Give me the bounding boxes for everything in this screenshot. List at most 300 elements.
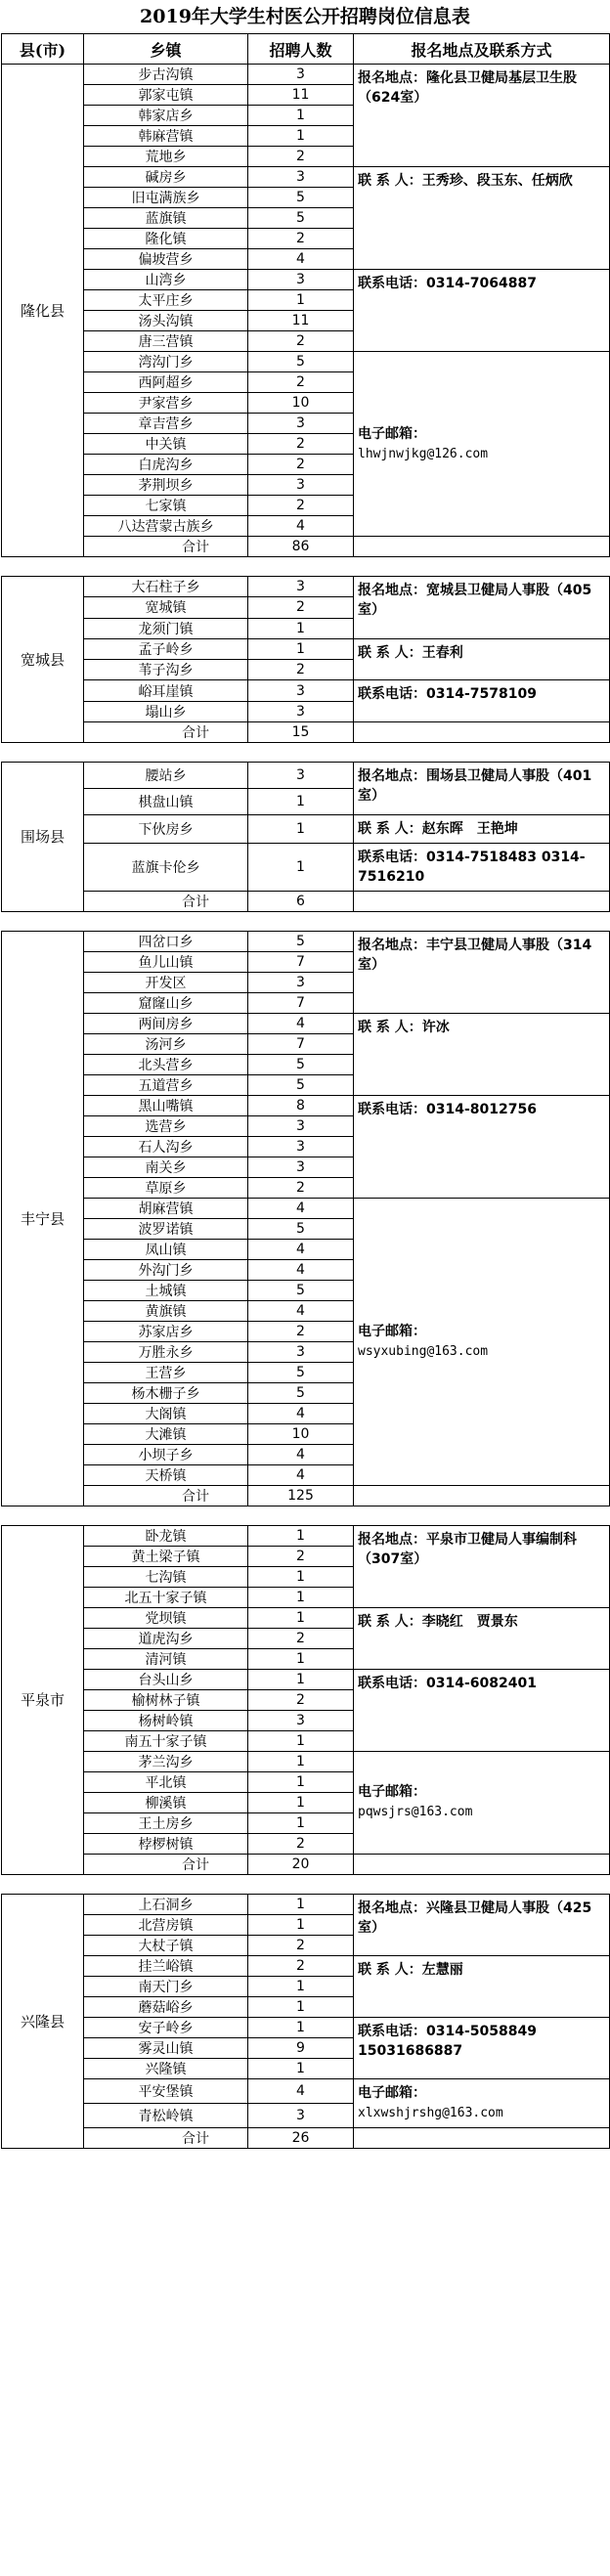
section-gap [2, 1506, 610, 1525]
town-name: 党坝镇 [84, 1607, 248, 1628]
contact-person-value: 王秀珍、段玉东、任炳欣 [421, 173, 573, 189]
contact-person [358, 1960, 605, 1980]
hire-count: 1 [248, 2017, 354, 2037]
town-name: 天桥镇 [84, 1464, 248, 1485]
contact-person-label: 联 系 人： [358, 173, 422, 189]
contact-address-label: 报名地点： [358, 937, 426, 953]
contact-phone [358, 1100, 605, 1119]
contact-email [358, 2083, 605, 2123]
contact-address-cell [354, 931, 610, 1013]
total-contact-blank [354, 1854, 610, 1874]
contact-email-label: 电子邮箱： [358, 1323, 426, 1339]
hire-count: 1 [248, 618, 354, 638]
town-name: 下伙房乡 [84, 814, 248, 843]
contact-person-label: 联 系 人： [358, 820, 422, 837]
table-row [2, 167, 610, 188]
town-name: 平北镇 [84, 1771, 248, 1792]
town-name: 青松岭镇 [84, 2103, 248, 2127]
hire-count: 5 [248, 352, 354, 372]
town-name: 碱房乡 [84, 167, 248, 188]
hire-count: 5 [248, 1362, 354, 1382]
town-name: 隆化镇 [84, 229, 248, 249]
hire-count: 1 [248, 1587, 354, 1607]
header-town: 乡镇 [84, 34, 248, 65]
contact-phone-value: 0314-8012756 [426, 1101, 537, 1117]
contact-address-label: 报名地点： [358, 70, 426, 86]
town-name: 八达营蒙古族乡 [84, 516, 248, 537]
hire-count: 5 [248, 208, 354, 229]
contact-person-cell [354, 167, 610, 270]
total-contact-blank [354, 1485, 610, 1506]
hire-count: 3 [248, 414, 354, 434]
contact-address-cell [354, 763, 610, 815]
table-row [2, 763, 610, 789]
hire-count: 3 [248, 1115, 354, 1136]
contact-address-value: 兴隆县卫健局人事股（425室） [358, 1899, 592, 1936]
contact-email-cell [354, 1198, 610, 1485]
county-name: 平泉市 [2, 1525, 84, 1874]
town-name: 王营乡 [84, 1362, 248, 1382]
town-name: 蘑菇峪乡 [84, 1996, 248, 2017]
contact-phone-value: 0314-6082401 [426, 1675, 537, 1691]
table-row [2, 577, 610, 597]
town-name: 孟子岭乡 [84, 638, 248, 659]
contact-email [358, 1322, 605, 1362]
recruitment-table [1, 33, 610, 2149]
county-name: 宽城县 [2, 577, 84, 743]
table-row [2, 352, 610, 372]
county-name: 围场县 [2, 763, 84, 912]
hire-count: 4 [248, 2078, 354, 2103]
table-row [2, 270, 610, 290]
contact-address-value: 宽城县卫健局人事股（405室） [358, 583, 592, 618]
town-name: 章吉营乡 [84, 414, 248, 434]
hire-count: 8 [248, 1095, 354, 1115]
header-county: 县(市) [2, 34, 84, 65]
hire-count: 2 [248, 434, 354, 455]
table-row [2, 638, 610, 659]
hire-count: 2 [248, 1689, 354, 1710]
town-name: 波罗诺镇 [84, 1218, 248, 1239]
contact-address [358, 936, 605, 975]
total-contact-blank [354, 891, 610, 911]
hire-count: 3 [248, 2103, 354, 2127]
contact-email-value[interactable]: lhwjnwjkg@126.com [358, 446, 489, 461]
hire-count: 2 [248, 1177, 354, 1198]
town-name: 韩麻营镇 [84, 126, 248, 147]
total-label: 合计 [84, 537, 248, 557]
table-row [2, 2017, 610, 2037]
hire-count: 7 [248, 992, 354, 1013]
hire-count: 1 [248, 788, 354, 814]
town-name: 万胜永乡 [84, 1341, 248, 1362]
total-contact-blank [354, 537, 610, 557]
contact-phone [358, 274, 605, 293]
contact-address-label: 报名地点： [358, 1531, 426, 1548]
contact-phone-value: 0314-7064887 [426, 276, 537, 291]
hire-count: 1 [248, 126, 354, 147]
contact-person-value: 王春利 [421, 644, 463, 661]
table-row [2, 1095, 610, 1115]
town-name: 五道营乡 [84, 1074, 248, 1095]
contact-email-value[interactable]: xlxwshjrshg@163.com [358, 2105, 503, 2120]
hire-count: 5 [248, 188, 354, 208]
hire-count: 4 [248, 1239, 354, 1259]
hire-count: 11 [248, 85, 354, 106]
town-name: 石人沟乡 [84, 1136, 248, 1157]
contact-phone [358, 1674, 605, 1693]
hire-count: 1 [248, 2058, 354, 2078]
hire-count: 4 [248, 1444, 354, 1464]
hire-count: 5 [248, 1054, 354, 1074]
total-row [2, 1854, 610, 1874]
hire-count: 3 [248, 475, 354, 496]
town-name: 南天门乡 [84, 1976, 248, 1996]
contact-person [358, 1612, 605, 1632]
town-name: 四岔口乡 [84, 931, 248, 951]
hire-count: 3 [248, 1341, 354, 1362]
town-name: 龙须门镇 [84, 618, 248, 638]
hire-count: 5 [248, 1074, 354, 1095]
hire-count: 1 [248, 1976, 354, 1996]
town-name: 上石洞乡 [84, 1894, 248, 1914]
contact-phone-cell [354, 1669, 610, 1751]
contact-phone [358, 684, 605, 704]
contact-address-label: 报名地点： [358, 768, 426, 785]
hire-count: 3 [248, 972, 354, 992]
town-name: 北营房镇 [84, 1914, 248, 1935]
town-name: 外沟门乡 [84, 1259, 248, 1280]
contact-person-value: 李晓红 贾景东 [421, 1613, 518, 1630]
hire-count: 2 [248, 147, 354, 167]
town-name: 白虎沟乡 [84, 455, 248, 475]
contact-email [358, 424, 605, 464]
town-name: 苇子沟乡 [84, 660, 248, 680]
contact-phone [358, 848, 605, 887]
contact-address-cell [354, 1525, 610, 1607]
total-count: 26 [248, 2127, 354, 2148]
contact-phone-label: 联系电话： [358, 686, 426, 703]
town-name: 偏坡营乡 [84, 249, 248, 270]
contact-phone-cell [354, 843, 610, 891]
table-row [2, 814, 610, 843]
hire-count: 3 [248, 65, 354, 85]
hire-count: 4 [248, 1464, 354, 1485]
hire-count: 3 [248, 270, 354, 290]
total-row [2, 537, 610, 557]
contact-person [358, 1018, 605, 1037]
town-name: 汤头沟镇 [84, 311, 248, 331]
hire-count: 3 [248, 680, 354, 701]
gap-cell [2, 557, 610, 577]
table-row [2, 2078, 610, 2103]
hire-count: 11 [248, 311, 354, 331]
hire-count: 9 [248, 2037, 354, 2058]
town-name: 开发区 [84, 972, 248, 992]
town-name: 兴隆镇 [84, 2058, 248, 2078]
town-name: 蓝旗卡伦乡 [84, 843, 248, 891]
town-name: 唐三营镇 [84, 331, 248, 352]
town-name: 棋盘山镇 [84, 788, 248, 814]
town-name: 杨木栅子乡 [84, 1382, 248, 1403]
hire-count: 3 [248, 763, 354, 789]
town-name: 大杖子镇 [84, 1935, 248, 1955]
town-name: 榆树林子镇 [84, 1689, 248, 1710]
hire-count: 5 [248, 1280, 354, 1300]
table-row [2, 1198, 610, 1218]
hire-count: 1 [248, 1771, 354, 1792]
hire-count: 3 [248, 701, 354, 721]
contact-address-value: 围场县卫健局人事股（401室） [358, 768, 592, 805]
contact-person-label: 联 系 人： [358, 1613, 422, 1630]
town-name: 雾灵山镇 [84, 2037, 248, 2058]
town-name: 苏家店乡 [84, 1321, 248, 1341]
contact-email-label: 电子邮箱： [358, 1784, 426, 1801]
town-name: 宽城镇 [84, 597, 248, 618]
hire-count: 1 [248, 1566, 354, 1587]
town-name: 黄土梁子镇 [84, 1546, 248, 1566]
hire-count: 1 [248, 1730, 354, 1751]
contact-email-cell [354, 2078, 610, 2127]
contact-phone-cell [354, 2017, 610, 2078]
table-row [2, 1751, 610, 1771]
town-name: 黄旗镇 [84, 1300, 248, 1321]
hire-count: 1 [248, 1894, 354, 1914]
town-name: 台头山乡 [84, 1669, 248, 1689]
contact-person-label: 联 系 人： [358, 1961, 422, 1978]
total-label: 合计 [84, 722, 248, 743]
hire-count: 3 [248, 1136, 354, 1157]
total-count: 86 [248, 537, 354, 557]
hire-count: 4 [248, 249, 354, 270]
contact-person-label: 联 系 人： [358, 1019, 422, 1035]
town-name: 塌山乡 [84, 701, 248, 721]
contact-email-cell [354, 352, 610, 537]
town-name: 尹家营乡 [84, 393, 248, 414]
town-name: 茅荆坝乡 [84, 475, 248, 496]
town-name: 两间房乡 [84, 1013, 248, 1033]
total-label: 合计 [84, 1854, 248, 1874]
hire-count: 4 [248, 1013, 354, 1033]
hire-count: 2 [248, 1628, 354, 1648]
table-row [2, 1525, 610, 1546]
contact-email [358, 1782, 605, 1822]
total-row [2, 1485, 610, 1506]
hire-count: 1 [248, 1669, 354, 1689]
town-name: 胡麻营镇 [84, 1198, 248, 1218]
town-name: 旧屯满族乡 [84, 188, 248, 208]
hire-count: 1 [248, 814, 354, 843]
contact-email-value[interactable]: wsyxubing@163.com [358, 1343, 489, 1359]
town-name: 腰站乡 [84, 763, 248, 789]
hire-count: 2 [248, 1935, 354, 1955]
contact-person [358, 819, 605, 839]
hire-count: 2 [248, 1321, 354, 1341]
hire-count: 2 [248, 660, 354, 680]
hire-count: 2 [248, 229, 354, 249]
hire-count: 1 [248, 290, 354, 311]
hire-count: 2 [248, 1833, 354, 1854]
town-name: 茅兰沟乡 [84, 1751, 248, 1771]
town-name: 选营乡 [84, 1115, 248, 1136]
page-title: 2019年大学生村医公开招聘岗位信息表 [140, 6, 470, 27]
town-name: 北头营乡 [84, 1054, 248, 1074]
total-label: 合计 [84, 2127, 248, 2148]
total-contact-blank [354, 722, 610, 743]
town-name: 西阿超乡 [84, 372, 248, 393]
contact-address-value: 丰宁县卫健局人事股（314室） [358, 937, 592, 973]
hire-count: 7 [248, 1033, 354, 1054]
hire-count: 1 [248, 1607, 354, 1628]
total-contact-blank [354, 2127, 610, 2148]
total-row [2, 722, 610, 743]
total-count: 6 [248, 891, 354, 911]
town-name: 挂兰峪镇 [84, 1955, 248, 1976]
town-name: 土城镇 [84, 1280, 248, 1300]
contact-phone-cell [354, 1095, 610, 1198]
header-row [2, 34, 610, 65]
section-gap [2, 1874, 610, 1894]
town-name: 七家镇 [84, 496, 248, 516]
gap-cell [2, 1506, 610, 1525]
table-row [2, 1607, 610, 1628]
hire-count: 2 [248, 1546, 354, 1566]
header-count: 招聘人数 [248, 34, 354, 65]
contact-phone-value: 0314-7518483 0314-7516210 [358, 849, 586, 885]
contact-address [358, 1899, 605, 1938]
total-label: 合计 [84, 891, 248, 911]
contact-person [358, 171, 605, 191]
town-name: 草原乡 [84, 1177, 248, 1198]
hire-count: 5 [248, 931, 354, 951]
town-name: 杨树岭镇 [84, 1710, 248, 1730]
hire-count: 10 [248, 1423, 354, 1444]
contact-person-label: 联 系 人： [358, 644, 422, 661]
table-row [2, 843, 610, 891]
contact-address-cell [354, 65, 610, 167]
hire-count: 1 [248, 1812, 354, 1833]
county-name: 隆化县 [2, 65, 84, 557]
hire-count: 1 [248, 1525, 354, 1546]
town-name: 凤山镇 [84, 1239, 248, 1259]
total-count: 125 [248, 1485, 354, 1506]
section-gap [2, 911, 610, 931]
hire-count: 10 [248, 393, 354, 414]
contact-phone-value: 0314-5058849 15031686887 [358, 2023, 537, 2059]
table-row [2, 65, 610, 85]
hire-count: 1 [248, 638, 354, 659]
town-name: 步古沟镇 [84, 65, 248, 85]
header-contact: 报名地点及联系方式 [354, 34, 610, 65]
hire-count: 3 [248, 1157, 354, 1177]
contact-address-label: 报名地点： [358, 1899, 426, 1916]
hire-count: 1 [248, 1648, 354, 1669]
hire-count: 3 [248, 1710, 354, 1730]
contact-phone-cell [354, 680, 610, 722]
town-name: 郭家屯镇 [84, 85, 248, 106]
contact-phone-label: 联系电话： [358, 849, 426, 865]
contact-phone-value: 0314-7578109 [426, 686, 537, 703]
contact-person-value: 赵东晖 王艳坤 [421, 820, 518, 837]
county-name: 兴隆县 [2, 1894, 84, 2148]
town-name: 大阁镇 [84, 1403, 248, 1423]
hire-count: 3 [248, 167, 354, 188]
contact-email-label: 电子邮箱： [358, 425, 426, 442]
table-row [2, 1955, 610, 1976]
hire-count: 4 [248, 1300, 354, 1321]
town-name: 太平庄乡 [84, 290, 248, 311]
contact-phone-cell [354, 270, 610, 352]
town-name: 中关镇 [84, 434, 248, 455]
hire-count: 2 [248, 496, 354, 516]
contact-email-cell [354, 1751, 610, 1854]
hire-count: 1 [248, 843, 354, 891]
table-row [2, 931, 610, 951]
town-name: 窟窿山乡 [84, 992, 248, 1013]
section-gap [2, 743, 610, 763]
contact-address-label: 报名地点： [358, 583, 426, 598]
table-row [2, 1894, 610, 1914]
contact-person-cell [354, 814, 610, 843]
hire-count: 2 [248, 372, 354, 393]
contact-person-cell [354, 638, 610, 680]
contact-person-cell [354, 1013, 610, 1095]
contact-address [358, 766, 605, 806]
gap-cell [2, 911, 610, 931]
contact-person-value: 许冰 [421, 1019, 450, 1035]
table-row [2, 680, 610, 701]
hire-count: 4 [248, 1403, 354, 1423]
contact-phone-label: 联系电话： [358, 276, 426, 291]
contact-person-value: 左慧丽 [421, 1961, 463, 1978]
town-name: 道虎沟乡 [84, 1628, 248, 1648]
contact-person-cell [354, 1955, 610, 2017]
hire-count: 3 [248, 577, 354, 597]
county-name: 丰宁县 [2, 931, 84, 1506]
table-row [2, 1669, 610, 1689]
hire-count: 2 [248, 455, 354, 475]
hire-count: 1 [248, 106, 354, 126]
contact-address-cell [354, 1894, 610, 1955]
town-name: 南关乡 [84, 1157, 248, 1177]
town-name: 大石柱子乡 [84, 577, 248, 597]
town-name: 湾沟门乡 [84, 352, 248, 372]
hire-count: 1 [248, 1792, 354, 1812]
hire-count: 1 [248, 1751, 354, 1771]
town-name: 小坝子乡 [84, 1444, 248, 1464]
total-count: 15 [248, 722, 354, 743]
town-name: 安子岭乡 [84, 2017, 248, 2037]
contact-person [358, 643, 605, 663]
town-name: 卧龙镇 [84, 1525, 248, 1546]
town-name: 平安堡镇 [84, 2078, 248, 2103]
contact-phone [358, 2022, 605, 2061]
contact-address-value: 隆化县卫健局基层卫生股（624室） [358, 70, 577, 106]
town-name: 韩家店乡 [84, 106, 248, 126]
contact-address [358, 581, 605, 620]
contact-email-value[interactable]: pqwsjrs@163.com [358, 1805, 473, 1820]
town-name: 南五十家子镇 [84, 1730, 248, 1751]
hire-count: 1 [248, 1996, 354, 2017]
town-name: 峪耳崖镇 [84, 680, 248, 701]
total-label: 合计 [84, 1485, 248, 1506]
town-name: 荒地乡 [84, 147, 248, 167]
town-name: 柳溪镇 [84, 1792, 248, 1812]
contact-person-cell [354, 1607, 610, 1669]
hire-count: 5 [248, 1218, 354, 1239]
table-row [2, 1013, 610, 1033]
total-row [2, 2127, 610, 2148]
